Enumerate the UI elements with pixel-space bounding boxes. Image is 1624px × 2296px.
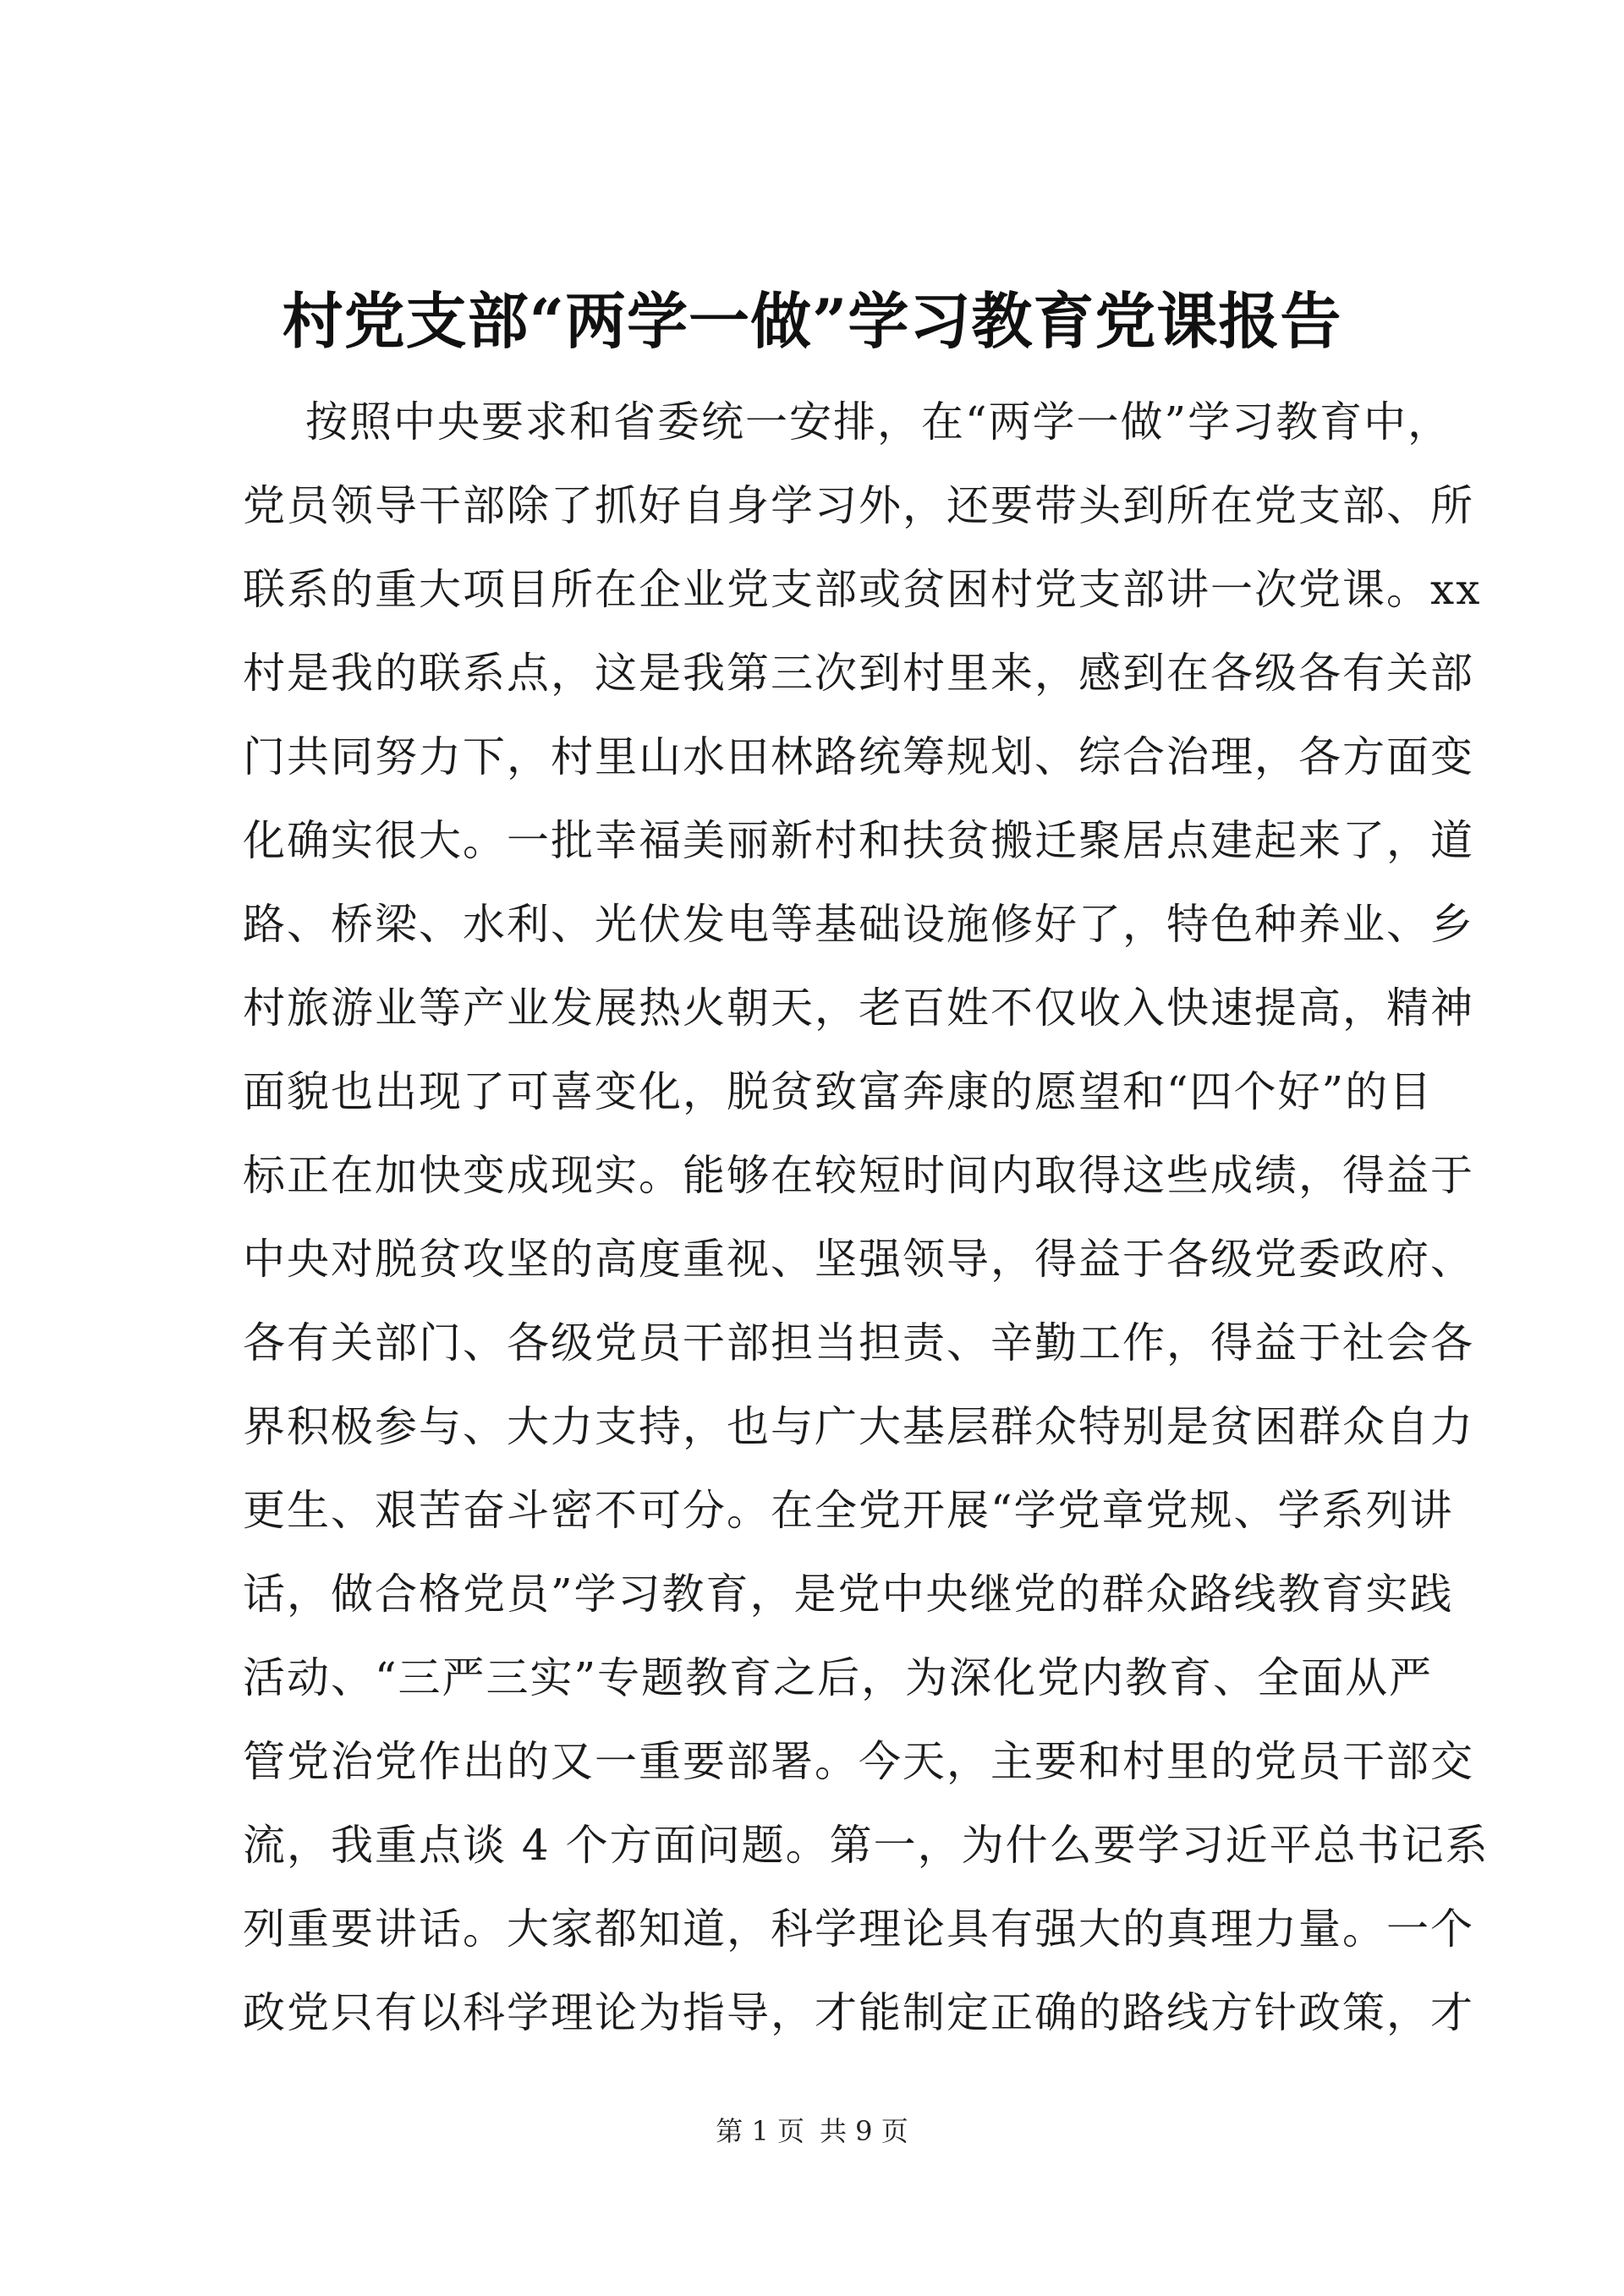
body-line: 路、桥梁、水利、光伏发电等基础设施修好了，特色种养业、乡	[243, 900, 1474, 949]
body-line: 各有关部门、各级党员干部担当担责、辛勤工作，得益于社会各	[243, 1318, 1474, 1367]
body-line: 村旅游业等产业发展热火朝天，老百姓不仅收入快速提高，精神	[243, 984, 1474, 1033]
body-line: 标正在加快变成现实。能够在较短时间内取得这些成绩，得益于	[243, 1151, 1474, 1200]
body-line: 管党治党作出的又一重要部署。今天，主要和村里的党员干部交	[243, 1737, 1474, 1786]
body-line: 中央对脱贫攻坚的高度重视、坚强领导，得益于各级党委政府、	[243, 1235, 1474, 1284]
body-line: 政党只有以科学理论为指导，才能制定正确的路线方针政策，才	[243, 1988, 1474, 2037]
body-line: 更生、艰苦奋斗密不可分。在全党开展“学党章党规、学系列讲	[243, 1486, 1454, 1535]
body-line: 活动、“三严三实”专题教育之后，为深化党内教育、全面从严	[243, 1653, 1434, 1702]
body-line: 化确实很大。一批幸福美丽新村和扶贫搬迁聚居点建起来了，道	[243, 816, 1474, 865]
body-line: 门共同努力下，村里山水田林路统筹规划、综合治理，各方面变	[243, 732, 1474, 781]
body-line: 话，做合格党员”学习教育，是党中央继党的群众路线教育实践	[243, 1570, 1454, 1619]
body-line: 按照中央要求和省委统一安排，在“两学一做”学习教育中，	[305, 397, 1452, 447]
body-line: 流，我重点谈 4 个方面问题。第一，为什么要学习近平总书记系	[243, 1821, 1490, 1870]
document-body	[243, 381, 1490, 2055]
document-title: 村党支部“两学一做”学习教育党课报告	[282, 285, 1342, 357]
body-line: 面貌也出现了可喜变化，脱贫致富奔康的愿望和“四个好”的目	[243, 1067, 1434, 1116]
page-total: 共 9 页	[820, 2115, 908, 2147]
body-line: 村是我的联系点，这是我第三次到村里来，感到在各级各有关部	[243, 649, 1474, 698]
page-footer	[0, 2112, 1624, 2150]
body-line: 界积极参与、大力支持，也与广大基层群众特别是贫困群众自力	[243, 1402, 1474, 1451]
body-line: 党员领导干部除了抓好自身学习外，还要带头到所在党支部、所	[243, 481, 1474, 530]
body-line: 联系的重大项目所在企业党支部或贫困村党支部讲一次党课。xx	[243, 565, 1482, 614]
page-number: 第 1 页	[716, 2115, 804, 2147]
body-line: 列重要讲话。大家都知道，科学理论具有强大的真理力量。一个	[243, 1904, 1474, 1954]
